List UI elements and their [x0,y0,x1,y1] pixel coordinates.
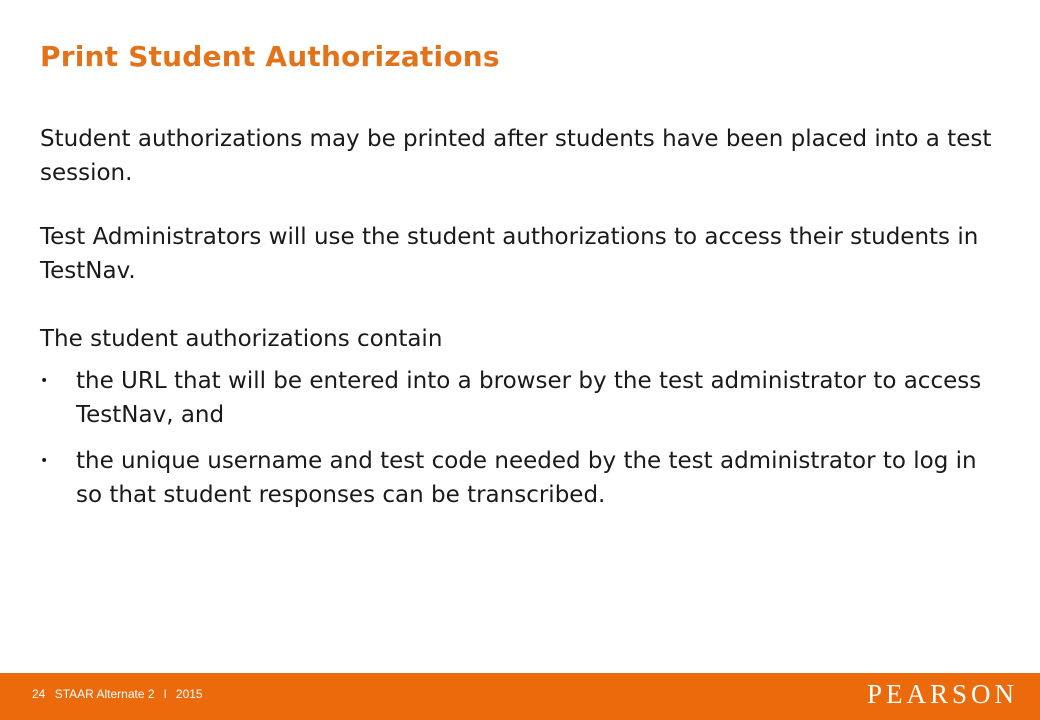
paragraph-test-administrators: Test Administrators will use the student authorizations to access their students in TestNav. [40,224,979,284]
pearson-logo: PEARSON [866,679,1018,709]
bullet-item-url [40,364,1000,432]
list-intro: The student authorizations contain [40,326,443,352]
footer-bar [0,673,1040,720]
footer-separator: l [163,687,167,701]
paragraph-print-timing: Student authorizations may be printed after students have been placed into a test session. [40,126,992,186]
bullet-item-username [40,444,1000,512]
page-number: 24 [32,687,46,701]
footer-meta [32,687,209,701]
bullet-icon: • [40,373,49,389]
bullet-text-url: the URL that will be entered into a browser by the test administrator to access TestNav, and [76,368,982,428]
slide-body [40,122,1000,524]
footer-year: 2015 [175,687,203,701]
bullet-icon: • [40,453,49,469]
bullet-text-username: the unique username and test code needed by the test administrator to log in so that student responses can be transcribed. [76,448,977,508]
program-name: STAAR Alternate 2 [54,687,155,701]
bullet-list [40,364,1000,512]
slide-title: Print Student Authorizations [40,40,500,73]
